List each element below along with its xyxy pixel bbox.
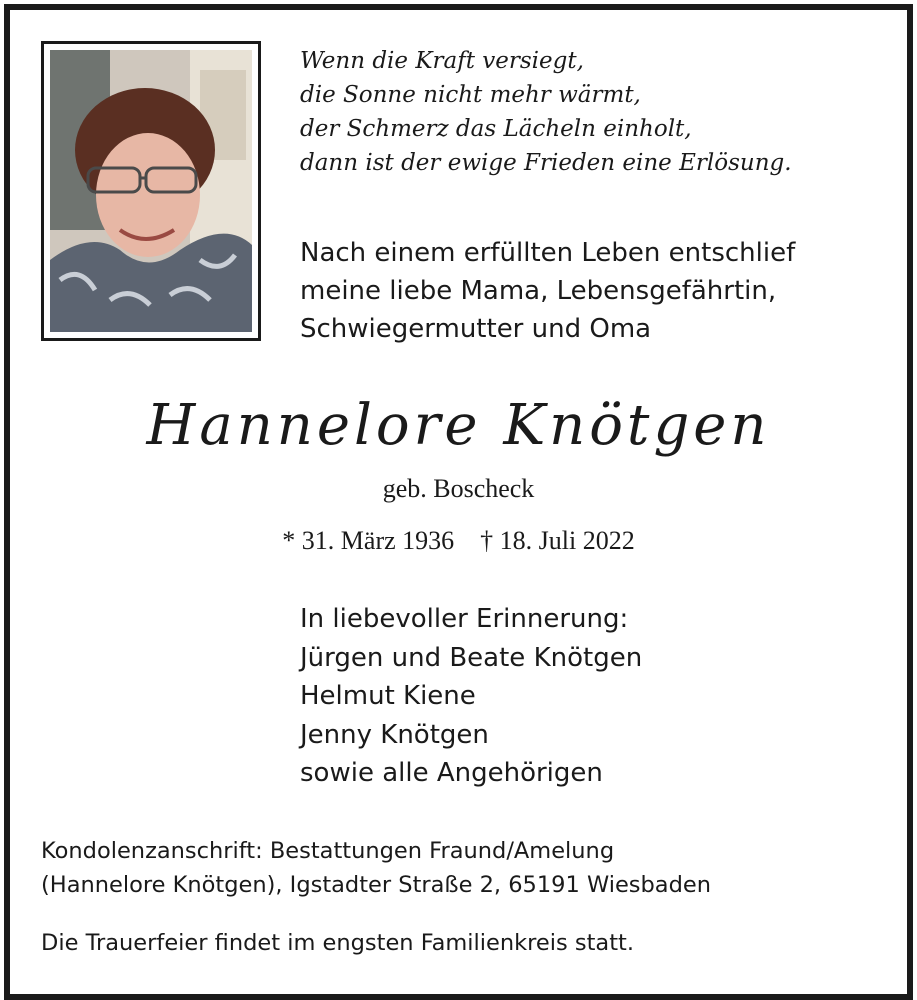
poem-line: dann ist der ewige Frieden eine Erlösung. <box>300 150 792 176</box>
poem-line: der Schmerz das Lächeln einholt, <box>300 116 692 142</box>
life-dates <box>0 526 917 556</box>
deceased-name: Hannelore Knötgen <box>146 393 771 458</box>
poem-line: die Sonne nicht mehr wärmt, <box>300 82 641 108</box>
condolence-line: Kondolenzanschrift: Bestattungen Fraund/Amelung <box>41 838 615 864</box>
condolence-line: (Hannelore Knötgen), Igstadter Straße 2, 65191 Wiesbaden <box>41 872 711 898</box>
birth-date: * 31. März 1936 <box>282 526 455 555</box>
maiden-name: geb. Boscheck <box>382 474 535 503</box>
mourners-list <box>300 600 642 793</box>
mourner-name: sowie alle Angehörigen <box>300 758 603 788</box>
intro-line: Schwiegermutter und Oma <box>300 314 652 344</box>
intro-line: Nach einem erfüllten Leben entschlief <box>300 238 796 268</box>
mourners-heading: In liebevoller Erinnerung: <box>300 604 629 634</box>
poem <box>300 44 792 180</box>
portrait-photo <box>41 41 261 341</box>
condolence-address <box>41 834 711 902</box>
intro-text <box>300 234 795 348</box>
portrait-image <box>50 50 252 332</box>
poem-line: Wenn die Kraft versiegt, <box>300 48 584 74</box>
funeral-note: Die Trauerfeier findet im engsten Familienkreis statt. <box>41 930 635 956</box>
mourner-name: Helmut Kiene <box>300 681 476 711</box>
intro-line: meine liebe Mama, Lebensgefährtin, <box>300 276 777 306</box>
mourner-name: Jürgen und Beate Knötgen <box>300 642 643 673</box>
mourner-name: Jenny Knötgen <box>300 719 489 750</box>
death-date: † 18. Juli 2022 <box>480 526 635 555</box>
